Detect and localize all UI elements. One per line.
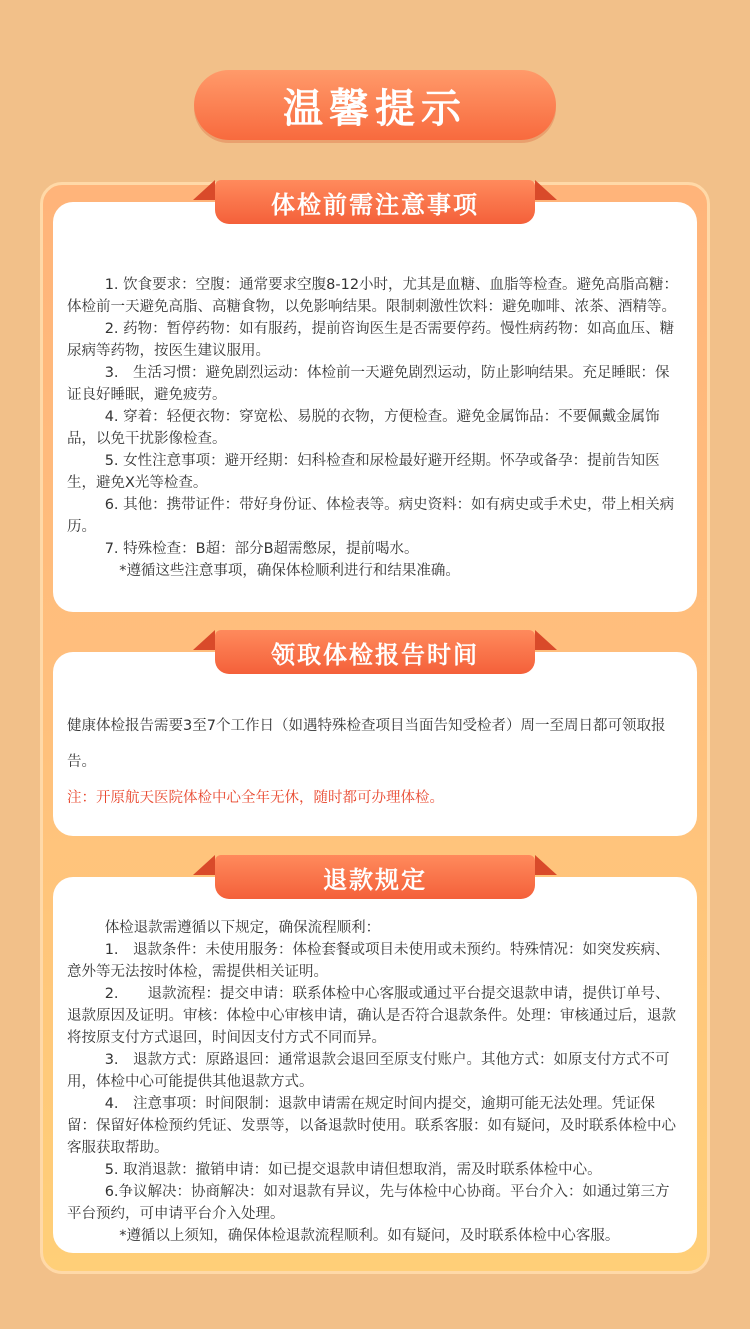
section-ribbon-pre-exam [215, 180, 535, 224]
notice-footer: *遵循这些注意事项，确保体检顺利进行和结果准确。 [119, 563, 460, 579]
refund-item: 3. 退款方式：原路退回：通常退款会退回至原支付账户。其他方式：如原支付方式不可用，体检中心可能提供其他退款方式。 [67, 1052, 670, 1090]
section-title: 体检前需注意事项 [271, 190, 479, 219]
report-time-note: 注：开原航天医院体检中心全年无休，随时都可办理体检。 [67, 790, 444, 806]
section-title: 领取体检报告时间 [271, 640, 479, 669]
notice-item: 6. 其他：携带证件：带好身份证、体检表等。病史资料：如有病史或手术史，带上相关病历。 [67, 497, 675, 535]
refund-intro: 体检退款需遵循以下规定，确保流程顺利： [104, 920, 381, 936]
report-time-text: 健康体检报告需要3至7个工作日（如遇特殊检查项目当面告知受检者）周一至周日都可领取报告。 [67, 718, 666, 770]
notice-item: 3. 生活习惯：避免剧烈运动：体检前一天避免剧烈运动，防止影响结果。充足睡眠：保证良好睡眠，避免疲劳。 [67, 365, 670, 403]
refund-policy-card [53, 877, 697, 1253]
refund-item: 6.争议解决：协商解决：如对退款有异议，先与体检中心协商。平台介入：如通过第三方平台预约，可申请平台介入处理。 [67, 1184, 670, 1222]
refund-item: 4. 注意事项：时间限制：退款申请需在规定时间内提交，逾期可能无法处理。凭证保留：保留好体检预约凭证、发票等，以备退款时使用。联系客服：如有疑问，及时联系体检中心客服获取帮助。 [67, 1096, 676, 1156]
section-ribbon-refund [215, 855, 535, 899]
refund-item: 2. 退款流程：提交申请：联系体检中心客服或通过平台提交退款申请，提供订单号、退款原因及证明。审核：体检中心审核申请，确认是否符合退款条件。处理：审核通过后，退款将按原支付方式退回，时间因支付方式不同而异。 [67, 986, 676, 1046]
pre-exam-notice-card [53, 202, 697, 612]
notice-item: 2. 药物：暂停药物：如有服药，提前咨询医生是否需要停药。慢性病药物：如高血压、糖尿病等药物，按医生建议服用。 [67, 321, 675, 359]
notice-item: 1. 饮食要求：空腹：通常要求空腹8-12小时，尤其是血糖、血脂等检查。避免高脂高糖：体检前一天避免高脂、高糖食物，以免影响结果。限制刺激性饮料：避免咖啡、浓茶、酒精等。 [67, 277, 679, 315]
section-title: 退款规定 [323, 865, 427, 894]
notice-item: 5. 女性注意事项：避开经期：妇科检查和尿检最好避开经期。怀孕或备孕：提前告知医生，避免X光等检查。 [67, 453, 660, 491]
refund-item: 5. 取消退款：撤销申请：如已提交退款申请但想取消，需及时联系体检中心。 [104, 1162, 602, 1178]
report-time-card [53, 652, 697, 836]
notice-item: 7. 特殊检查：B超：部分B超需憋尿，提前喝水。 [104, 541, 419, 557]
refund-item: 1. 退款条件：未使用服务：体检套餐或项目未使用或未预约。特殊情况：如突发疾病、意外等无法按时体检，需提供相关证明。 [67, 942, 670, 980]
page-title-banner [194, 70, 556, 140]
page-title: 温馨提示 [283, 85, 467, 132]
section-ribbon-report-time [215, 630, 535, 674]
refund-footer: *遵循以上须知，确保体检退款流程顺利。如有疑问，及时联系体检中心客服。 [119, 1228, 620, 1244]
notice-item: 4. 穿着：轻便衣物：穿宽松、易脱的衣物，方便检查。避免金属饰品：不要佩戴金属饰品，以免干扰影像检查。 [67, 409, 660, 447]
